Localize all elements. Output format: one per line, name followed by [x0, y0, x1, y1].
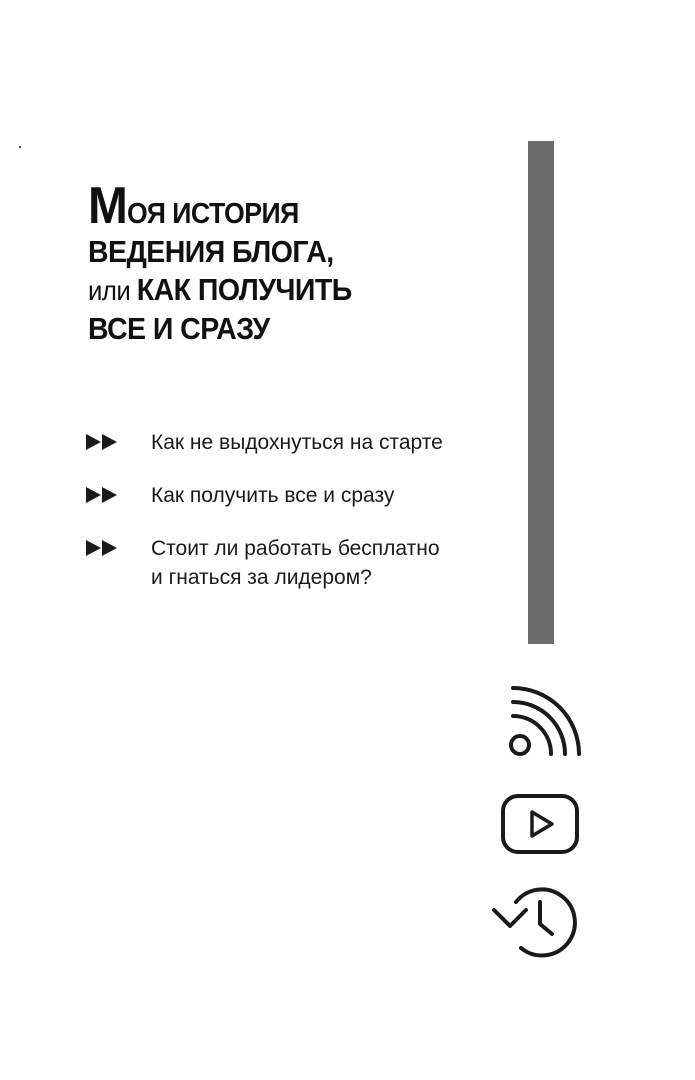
page-mark [19, 146, 21, 148]
chapter-title [88, 177, 508, 348]
list-item [86, 534, 440, 592]
title-line-3-rest: КАК ПОЛУЧИТЬ [136, 272, 352, 307]
fast-forward-icon [86, 432, 120, 452]
title-line-1 [88, 177, 474, 235]
list-item-text: Как не выдохнуться на старте [151, 431, 443, 454]
title-line-2: ВЕДЕНИЯ БЛОГА, [88, 234, 334, 269]
rss-icon [505, 684, 587, 764]
title-line-3-prefix: или [88, 275, 137, 306]
list-item-text: Стоит ли работать бесплатно и гнаться за лидером? [151, 537, 440, 589]
title-initial: М [88, 177, 127, 235]
fast-forward-icon [86, 538, 120, 558]
list-item-text: Как получить все и сразу [151, 484, 395, 507]
list-item [86, 481, 394, 510]
history-icon [488, 880, 580, 958]
list-item [86, 428, 443, 457]
video-play-icon [500, 793, 580, 855]
title-line-1-rest: ОЯ ИСТОРИЯ [126, 198, 299, 230]
title-line-3 [88, 271, 474, 310]
fast-forward-icon [86, 485, 120, 505]
chapter-side-bar [528, 141, 554, 644]
title-line-4: ВСЕ И СРАЗУ [88, 311, 270, 346]
